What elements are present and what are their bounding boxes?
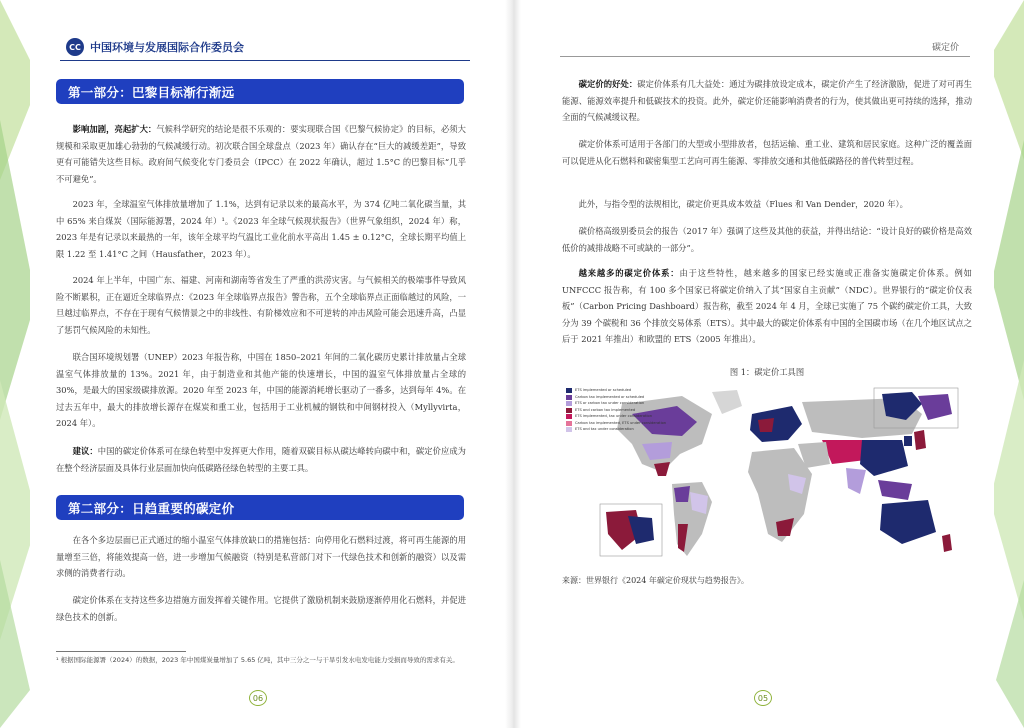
footnote-rule (56, 651, 186, 652)
right-paragraph-2: 碳定价体系可适用于各部门的大型或小型排放者，包括运输、重工业、建筑和居民家庭。这种广泛的覆盖面可以促进从化石燃料和碳密集型工艺向可再生能源、零排放交通和其他低碳路径的普代转型过程。 (562, 139, 972, 166)
right-paragraph-4: 碳价格高级别委员会的报告（2017 年）强调了这些及其他的获益，并得出结论：“设计良好的碳价格是高效低价的减排战略不可或缺的一部分”。 (562, 226, 972, 253)
right-paragraph-1-lead: 碳定价的好处： (578, 79, 638, 89)
legend-item (566, 420, 667, 426)
right-paragraph-1 (562, 76, 972, 126)
header-rule-right (560, 56, 970, 57)
legend-label: ETS implemented, tax under consideration (575, 414, 652, 419)
right-paragraph-1-text: 碳定价体系有几大益处：通过为碳排放设定成本，碳定价产生了经济激励，促进了对可再生能源、能源效率提升和低碳技术的投资。此外，碳定价还能影响消费者的行为，使其做出更可持续的选择，推动全面的气候减缓议程。 (562, 79, 972, 122)
book-gutter (505, 0, 521, 728)
legend-label: ETS and carbon tax implemented (575, 407, 636, 412)
legend-item (566, 388, 652, 393)
right-paragraph-5 (562, 265, 972, 348)
paragraph-2: 2023 年，全球温室气体排放量增加了 1.1%，达到有记录以来的最高水平，为 374 亿吨二氧化碳当量，其中 65% 来自煤炭（国际能源署，2024 年）¹。《2023 年全球气候现状报告》（世界气象组织，2024 年）称，2023 年是有记录以来最热的一年，该年全球平均气温比工业化前水平高出 1.45 ± 0.12°C，全球长期平均值上限 1.22 至 1.41°C 之间（Hausfather，2023 年）。 (56, 199, 466, 259)
legend-swatch (566, 427, 572, 432)
legend-swatch (566, 395, 572, 400)
section-title-1: 第一部分：巴黎目标渐行渐远 (56, 79, 464, 104)
legend-item (566, 427, 652, 432)
header-rule-left (60, 60, 470, 61)
legend-label: Carbon tax implemented, ETS under consideration (575, 420, 667, 425)
map-japan (914, 430, 926, 450)
legend-swatch (566, 421, 572, 426)
paragraph-6: 在各个多边层面已正式通过的缩小温室气体排放缺口的措施包括：向停用化石燃料过渡，将可再生能源的用量增至三倍，将能效提高一倍，进一步增加气候融资（特别是私营部门对下一代绿色技术和创新的融资）以及需求侧的消费者行动。 (56, 535, 466, 578)
right-paragraph-3: 此外，与指令型的法规相比，碳定价更具成本效益（Flues 和 Van Dender，2020 年）。 (578, 199, 908, 209)
page-number-right: 05 (754, 690, 772, 706)
right-paragraph-5-lead: 越来越多的碳定价体系： (578, 268, 680, 278)
legend-label: ETS or carbon tax under consideration (575, 401, 645, 406)
paragraph-3: 2024 年上半年，中国广东、福建、河南和湖南等省发生了严重的洪涝灾害。与气候相关的极端事件导致风险不断累积，正在逼近全球临界点：《2023 年全球临界点报告》警告称，五个全球临界点正面临越过的风险，一旦越过临界点，不存在于现有气候情景之中的非线性、有阶梯效应和不可逆转的冲击风险可能会迅速升高，凸显了惩罚气候风险的未知性。 (56, 275, 466, 335)
legend-swatch (566, 408, 572, 413)
legend-label: ETS implemented or scheduled (575, 388, 632, 393)
legend-swatch (566, 401, 572, 406)
right-paragraph-5-text: 由于这些特性，越来越多的国家已经实施或正准备实施碳定价体系。例如 UNFCCC 报告称，有 100 多个国家已将碳定价纳入了其“国家自主贡献”（NDC）。世界银行的“碳定价仪表板”（Carbon Pricing Dashboard）报告称，截至 2024 年 4 月，全球已实施了 75 个碳约碳定价工具，大致分为 39 个碳税和 36 个排放交易体系（ETS）。其中最大的碳定价体系有中国的全国碳市场（在几个地区试点之后于 2021 年推出）和欧盟的 ETS（2005 年推出）。 (562, 268, 972, 344)
paragraph-7: 碳定价体系在支持这些多边措施方面发挥着关键作用。它提供了激励机制来鼓励逐渐停用化石燃料，并促进绿色技术的创新。 (56, 595, 466, 622)
running-header: 碳定价 (932, 43, 960, 53)
legend-label: ETS and tax under consideration (575, 427, 634, 432)
figure-title: 图 1：碳定价工具图 (729, 367, 805, 377)
section-title-2: 第二部分：日趋重要的碳定价 (56, 495, 464, 520)
map-colombia (674, 486, 690, 502)
figure-source: 来源：世界银行《2024 年碳定价现状与趋势报告》。 (562, 576, 749, 585)
map-eu-core (758, 418, 774, 432)
paragraph-1-lead: 影响加剧，亮起扩大： (72, 124, 157, 134)
page-number-left: 06 (249, 690, 267, 706)
legend-swatch (566, 414, 572, 419)
legend-label: Carbon tax implemented or scheduled (575, 394, 645, 399)
paragraph-5 (56, 443, 466, 476)
map-legend (566, 388, 667, 434)
paragraph-1 (56, 121, 466, 187)
legend-item (566, 395, 652, 400)
paragraph-5-lead: 建议： (72, 446, 98, 456)
legend-item (566, 408, 652, 413)
footnote: ¹ 根据国际能源署（2024）的数据，2023 年中国煤炭量增加了 5.65 亿吨，其中三分之一与干旱引发水电发电能力受损而导致的需求有关。 (56, 656, 459, 664)
paragraph-4: 联合国环境规划署（UNEP）2023 年报告称，中国在 1850–2021 年间的二氧化碳历史累计排放量占全球温室气体排放量的 13%。2021 年，由于制造业和其他产能的快速增长，中国的温室气体排放量占全球的 30%，是最大的国家级碳排放源。2020 年至 2023 年，中国的能源消耗增长驱动了一番多，达到每年 4%。在过去五年中，最大的排放增长源存在煤炭和重工业，包括用于工业机械的钢铁和中间钢材投入（Myllyvirta，2024 年）。 (56, 352, 466, 428)
org-name: 中国环境与发展国际合作委员会 (90, 41, 244, 54)
legend-swatch (566, 388, 572, 393)
legend-item (566, 401, 652, 406)
paragraph-5-text: 中国的碳定价体系可在绿色转型中发挥更大作用，随着双碳目标从碳达峰转向碳中和，碳定价应成为在整个经济层面及具体行业层面加快向低碳路径绿色转型的主要工具。 (56, 446, 466, 473)
paragraph-1-text: 气候科学研究的结论是很不乐观的：要实现联合国《巴黎气候协定》的目标，必须大规模和采取更加雄心勃勃的气候减缓行动。初次联合国全球盘点（2023 年）确认存在“巨大的减缓差距”，导致更有可能错失这些目标。政府间气候变化专门委员会（IPCC）在 2022 年确认，超过 1.5°C 的巴黎目标“几乎不可避免”。 (56, 124, 466, 184)
org-logo-icon: CC (66, 38, 84, 56)
legend-item (566, 414, 652, 419)
map-korea (904, 436, 912, 446)
page-header (66, 38, 244, 56)
carbon-pricing-map (562, 384, 962, 564)
